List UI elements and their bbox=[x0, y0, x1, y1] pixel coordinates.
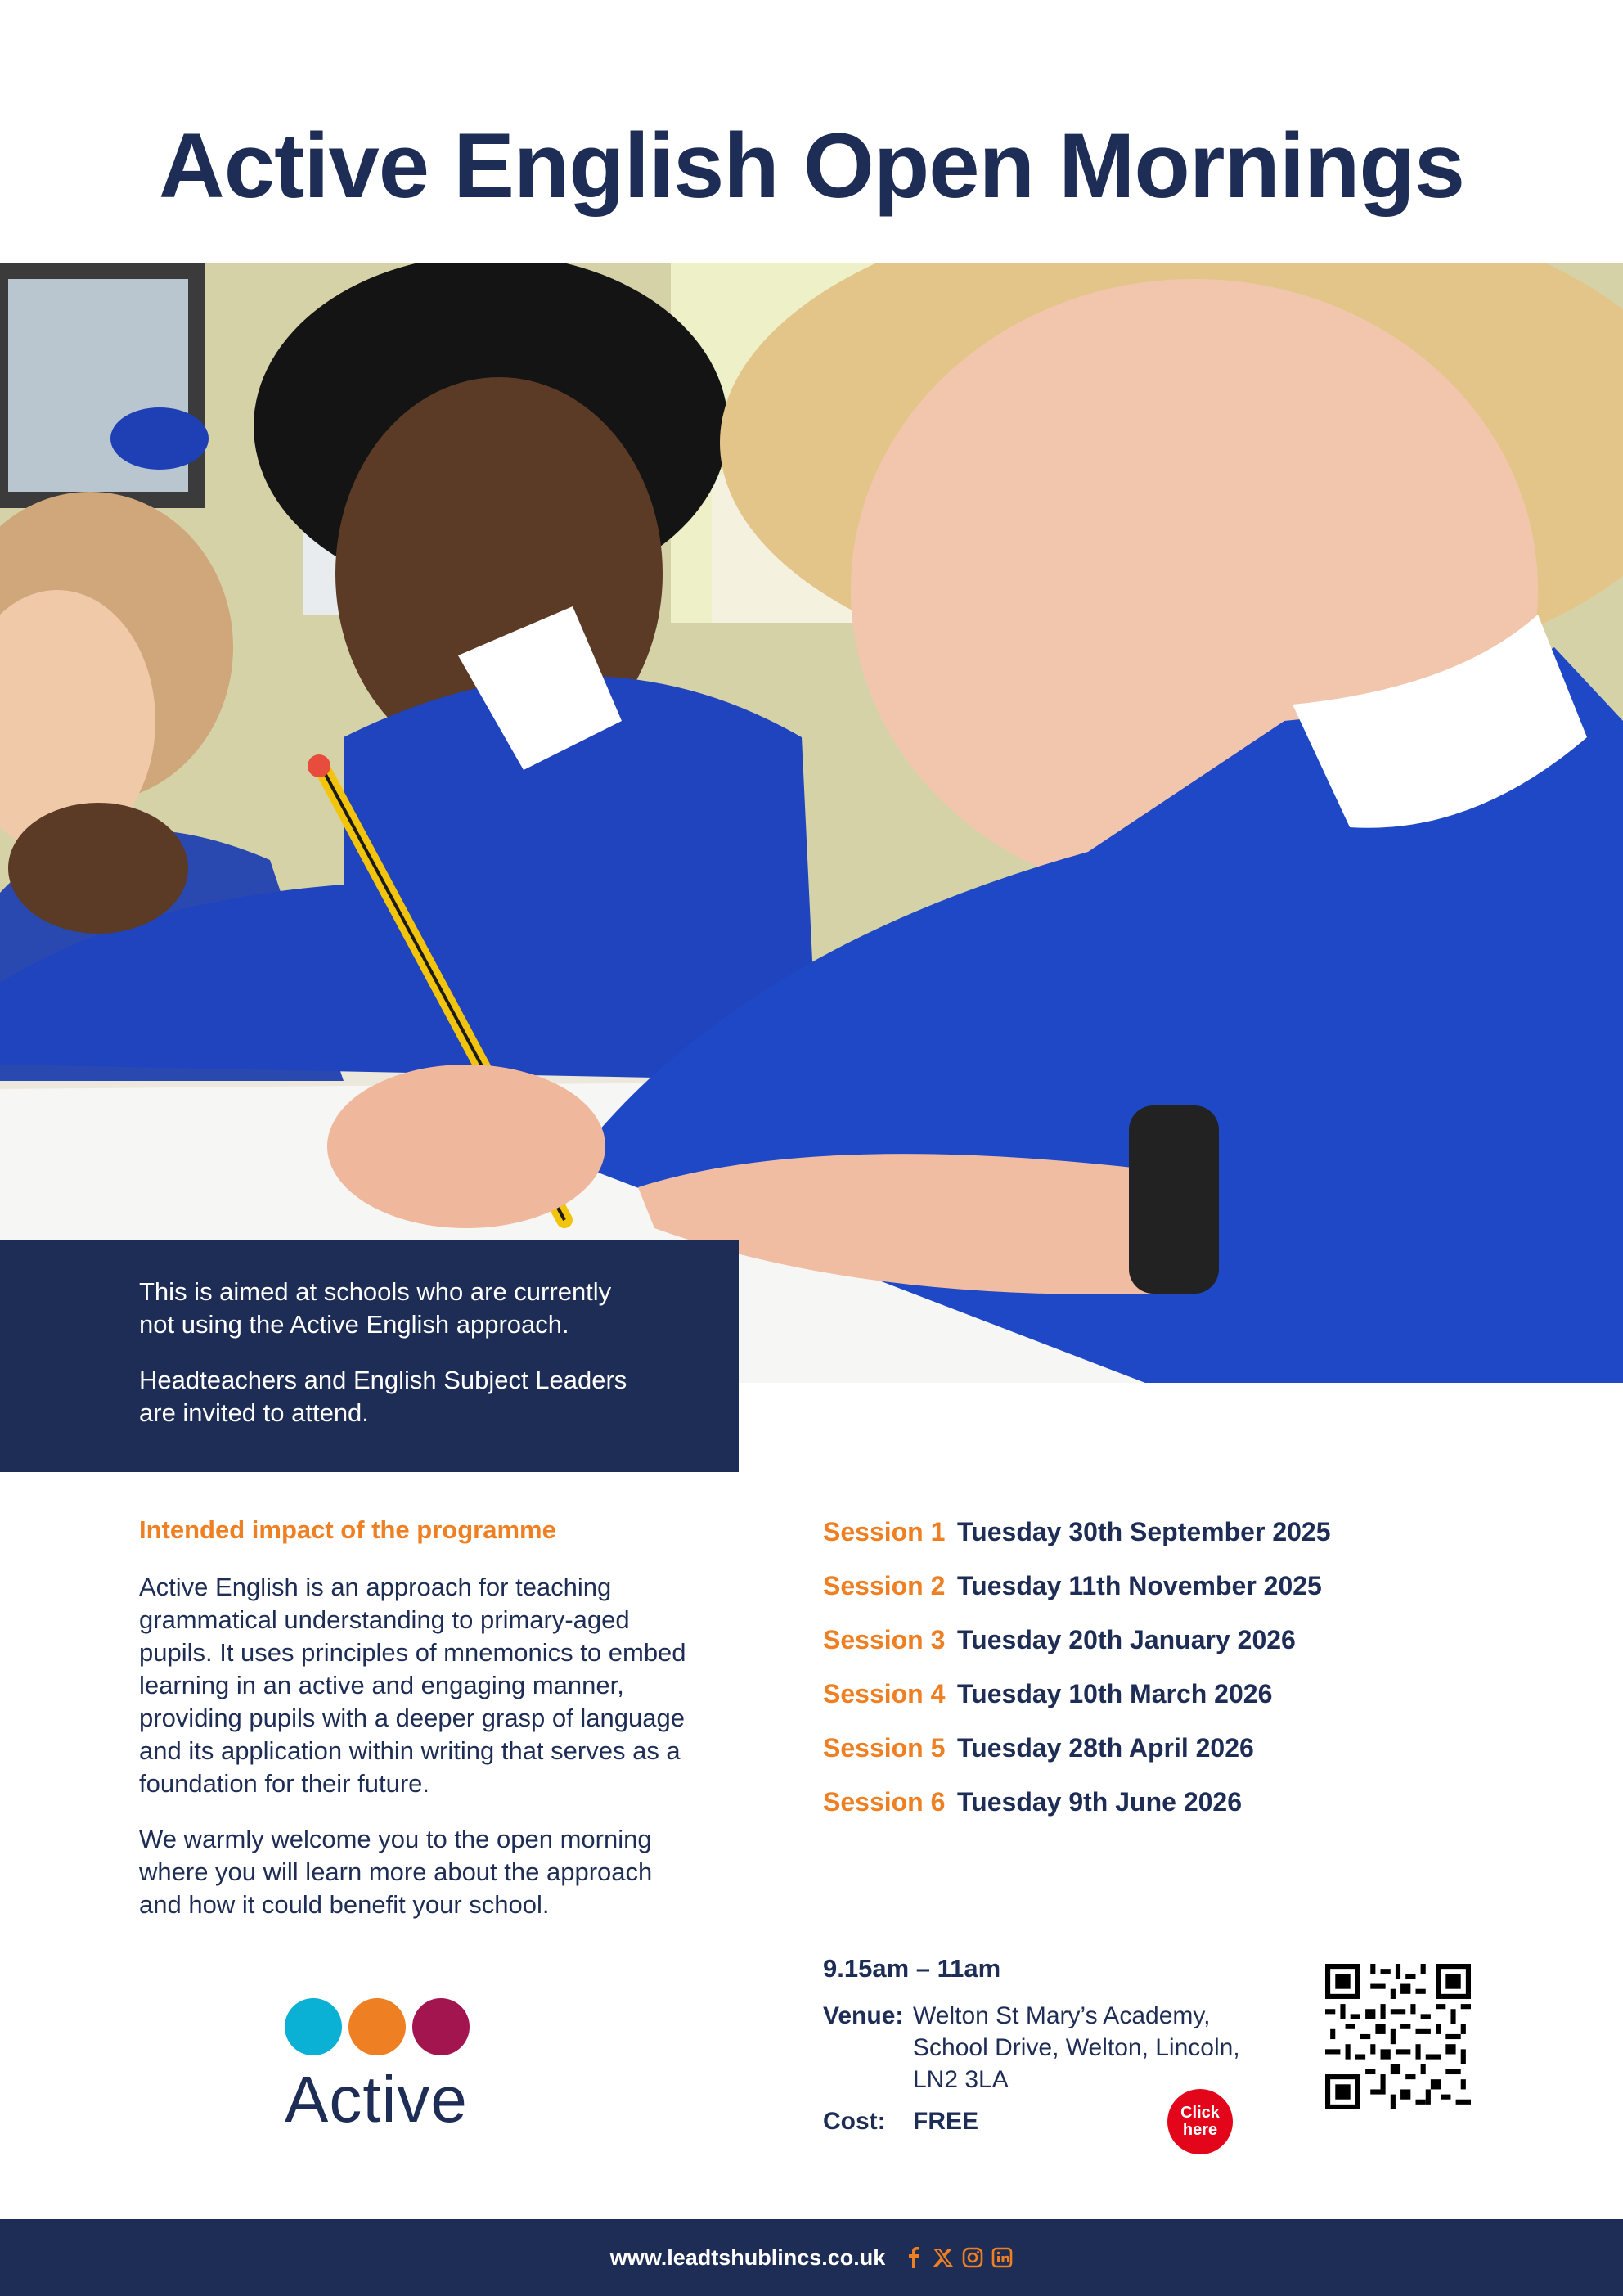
logo-dot-orange bbox=[348, 1998, 406, 2055]
venue-block bbox=[823, 2000, 1257, 2096]
session-date: Tuesday 20th January 2026 bbox=[957, 1625, 1296, 1654]
cost-value: FREE bbox=[913, 2108, 979, 2135]
logo-wordmark: Active bbox=[285, 2063, 468, 2136]
cost-label: Cost: bbox=[823, 2108, 886, 2135]
session-label: Session 4 bbox=[823, 1679, 946, 1708]
classroom-photo bbox=[0, 263, 1623, 1383]
intro-invite-text: Headteachers and English Subject Leaders are invited to attend. bbox=[139, 1366, 627, 1427]
x-icon[interactable] bbox=[933, 2247, 954, 2268]
intro-panel bbox=[0, 1240, 739, 1472]
instagram-icon[interactable] bbox=[962, 2247, 983, 2268]
social-links bbox=[903, 2247, 1013, 2268]
active-logo bbox=[285, 1998, 481, 2137]
session-label: Session 2 bbox=[823, 1571, 946, 1600]
impact-body bbox=[139, 1571, 695, 1944]
website-link[interactable]: www.leadtshublincs.co.uk bbox=[609, 2244, 886, 2270]
session-date: Tuesday 28th April 2026 bbox=[957, 1733, 1254, 1763]
click-here-button[interactable]: Click here bbox=[1167, 2089, 1233, 2154]
qr-code-icon[interactable] bbox=[1325, 1964, 1471, 2109]
session-item bbox=[823, 1787, 1331, 1841]
impact-paragraph-1: Active English is an approach for teaching grammatical understanding to primary-aged pupils. It uses principles of mnemonics to embed learning in an active and engaging manner, providing pupils with a deeper grasp of language and its application within writing that serves as a foundation for their future. bbox=[139, 1573, 686, 1798]
session-date: Tuesday 11th November 2025 bbox=[957, 1571, 1322, 1600]
impact-heading: Intended impact of the programme bbox=[139, 1515, 556, 1544]
impact-paragraph-2: We warmly welcome you to the open morning where you will learn more about the approach and how it could benefit your school. bbox=[139, 1825, 653, 1919]
session-label: Session 3 bbox=[823, 1625, 946, 1654]
session-item bbox=[823, 1517, 1331, 1571]
intro-audience-text: This is aimed at schools who are currently not using the Active English approach. bbox=[139, 1277, 612, 1339]
session-label: Session 1 bbox=[823, 1517, 946, 1546]
session-date: Tuesday 30th September 2025 bbox=[957, 1517, 1331, 1546]
facebook-icon[interactable] bbox=[903, 2247, 924, 2268]
session-label: Session 5 bbox=[823, 1733, 946, 1763]
linkedin-icon[interactable] bbox=[991, 2247, 1013, 2268]
session-item bbox=[823, 1733, 1331, 1787]
cost-block bbox=[823, 2108, 978, 2136]
session-date: Tuesday 9th June 2026 bbox=[957, 1787, 1242, 1817]
session-list bbox=[823, 1517, 1331, 1841]
footer-bar bbox=[0, 2219, 1623, 2296]
venue-address: Welton St Mary’s Academy, School Drive, Welton, Lincoln, LN2 3LA bbox=[913, 2002, 1240, 2093]
logo-dot-magenta bbox=[412, 1998, 470, 2055]
session-item bbox=[823, 1571, 1331, 1625]
venue-label: Venue: bbox=[823, 2002, 904, 2029]
session-date: Tuesday 10th March 2026 bbox=[957, 1679, 1273, 1708]
classroom-illustration bbox=[0, 263, 1623, 1383]
session-item bbox=[823, 1679, 1331, 1733]
page-title: Active English Open Mornings bbox=[158, 115, 1465, 217]
session-label: Session 6 bbox=[823, 1787, 946, 1817]
event-time: 9.15am – 11am bbox=[823, 1954, 1001, 1983]
session-item bbox=[823, 1625, 1331, 1679]
logo-dot-cyan bbox=[285, 1998, 342, 2055]
